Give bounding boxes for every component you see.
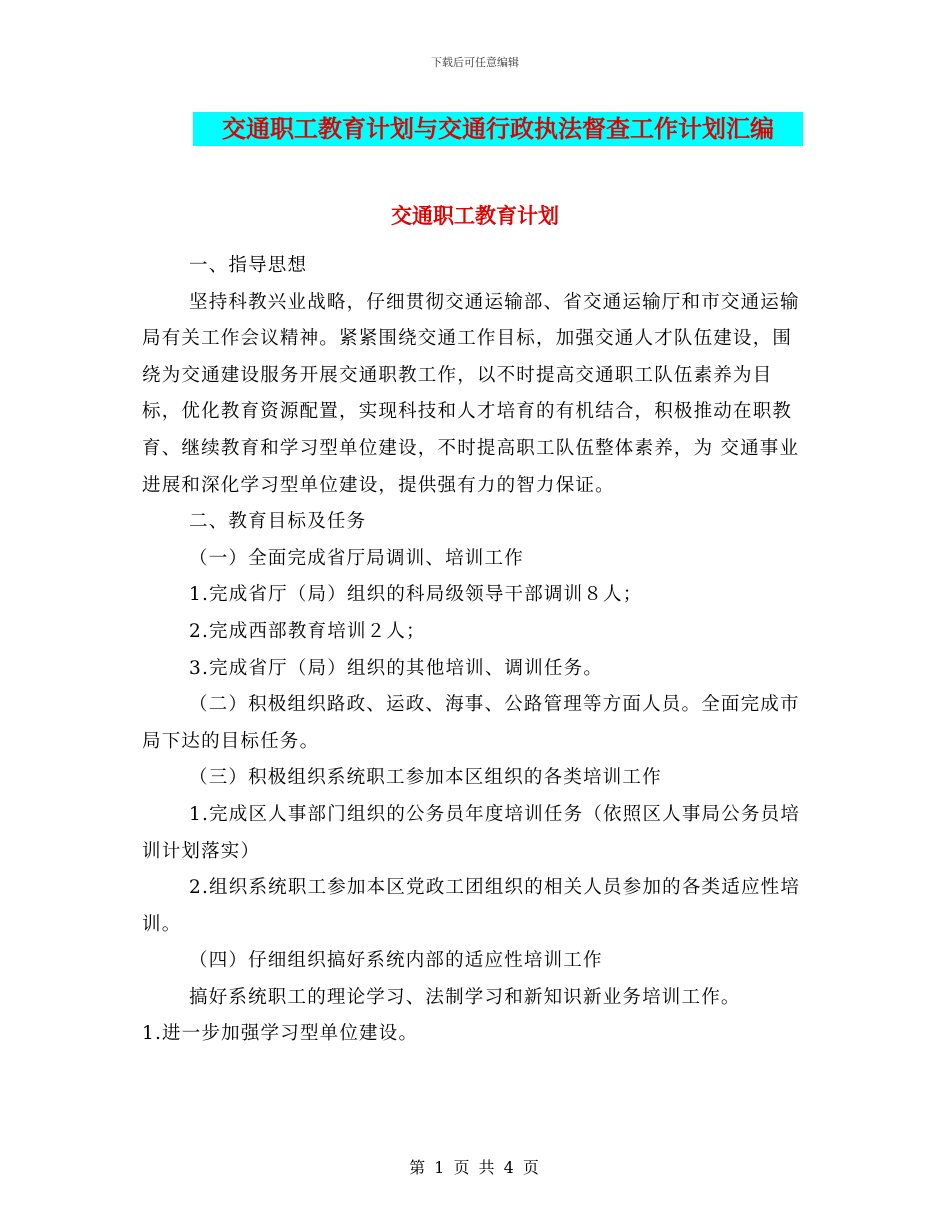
list-item: 1.完成省厅（局）组织的科局级领导干部调训８人； [189, 584, 643, 606]
list-item: 1.进一步加强学习型单位建设。 [142, 1023, 419, 1045]
subheading-1: （一）全面完成省厅局调训、培训工作 [189, 547, 524, 569]
subheading-3: （三）积极组织系统职工参加本区组织的各类培训工作 [189, 767, 662, 789]
list-item: 1.完成区人事部门组织的公务员年度培训任务（依照区人事局公务员培训计划落实） [142, 803, 801, 862]
list-item: 2.完成西部教育培训２人； [189, 620, 426, 642]
list-item: 3.完成省厅（局）组织的其他培训、调训任务。 [189, 657, 604, 679]
subheading-4: （四）仔细组织搞好系统内部的适应性培训工作 [189, 950, 603, 972]
paragraph-guiding-ideology: 坚持科教兴业战略，仔细贯彻交通运输部、省交通运输厅和市交通运输局有关工作会议精神。紧紧围绕交通工作目标，加强交通人才队伍建设，围绕为交通建设服务开展交通职教工作，以不时提高交通职工队伍素养为目标，优化教育资源配置，实现科技和人才培育的有机结合，积极推动在职教育、继续教育和学习型单位建设，不时提高职工队伍整体素养，为 交通事业进展和深化学习型单位建设，提供强有力的智力保证。 [142, 291, 800, 496]
heading-guiding-ideology: 一、指导思想 [189, 255, 308, 276]
document-body [142, 248, 808, 1053]
document-main-title: 交通职工教育计划与交通行政执法督查工作计划汇编 [193, 112, 803, 146]
subheading-2: （二）积极组织路政、运政、海事、公路管理等方面人员。全面完成市局下达的目标任务。 [142, 694, 800, 752]
list-item: 2.组织系统职工参加本区党政工团组织的相关人员参加的各类适应性培训。 [142, 877, 801, 935]
page-header: 下载后可任意编辑 [431, 56, 519, 69]
page-number: 第 1 页 共 4 页 [409, 1158, 541, 1177]
paragraph: 搞好系统职工的理论学习、法制学习和新知识新业务培训工作。 [189, 986, 741, 1008]
heading-goals-tasks: 二、教育目标及任务 [189, 511, 367, 533]
section-title: 交通职工教育计划 [391, 203, 559, 228]
